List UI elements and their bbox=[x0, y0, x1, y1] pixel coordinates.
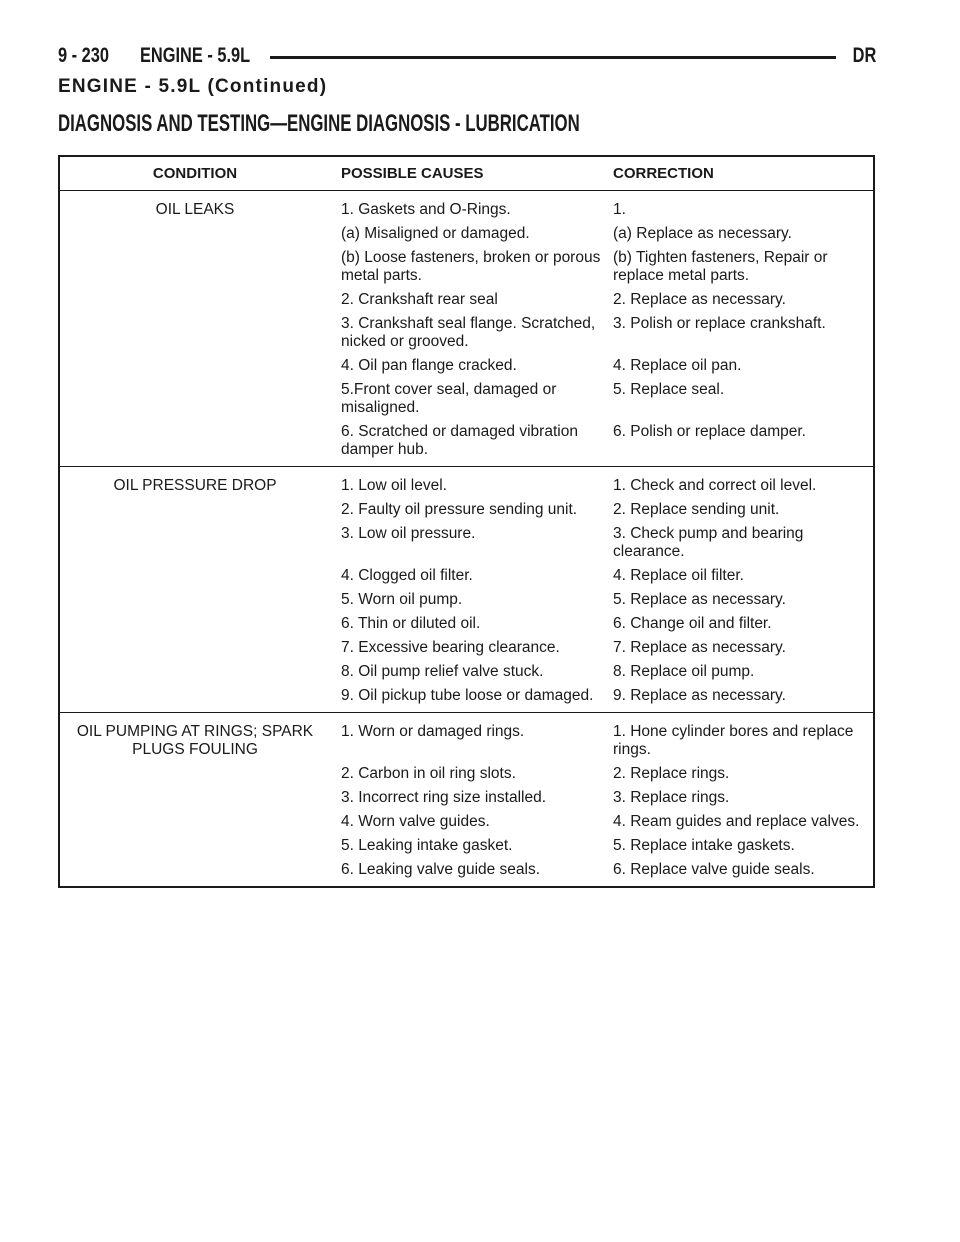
correction-cell: 4. Ream guides and replace valves. bbox=[613, 813, 860, 830]
table-row bbox=[330, 833, 873, 857]
table-row bbox=[330, 245, 873, 287]
cause-correction-list bbox=[330, 719, 873, 881]
table-row bbox=[330, 659, 873, 683]
correction-cell: 4. Replace oil pan. bbox=[613, 357, 742, 374]
possible-cause-cell: 3. Incorrect ring size installed. bbox=[341, 789, 547, 806]
table-row bbox=[330, 311, 873, 353]
possible-cause-cell: 3. Low oil pressure. bbox=[341, 525, 476, 542]
possible-cause-cell: 9. Oil pickup tube loose or damaged. bbox=[341, 687, 594, 704]
possible-cause-cell: 8. Oil pump relief valve stuck. bbox=[341, 663, 544, 680]
correction-cell: 6. Replace valve guide seals. bbox=[613, 861, 815, 878]
correction-cell: 5. Replace intake gaskets. bbox=[613, 837, 795, 854]
column-header-correction: CORRECTION bbox=[613, 165, 714, 182]
possible-cause-cell: 1. Gaskets and O-Rings. bbox=[341, 201, 511, 218]
correction-cell: 1. bbox=[613, 201, 626, 218]
possible-cause-cell: 6. Scratched or damaged vibration damper hub. bbox=[341, 423, 578, 458]
table-row bbox=[330, 419, 873, 461]
column-header-condition: CONDITION bbox=[152, 165, 238, 182]
table-row bbox=[330, 521, 873, 563]
table-row bbox=[330, 761, 873, 785]
correction-cell: 3. Check pump and bearing clearance. bbox=[613, 525, 804, 560]
possible-cause-cell: 6. Leaking valve guide seals. bbox=[341, 861, 541, 878]
possible-cause-cell: 7. Excessive bearing clearance. bbox=[341, 639, 560, 656]
correction-cell: 2. Replace rings. bbox=[613, 765, 730, 782]
table-row bbox=[330, 563, 873, 587]
table-row bbox=[330, 197, 873, 221]
cause-correction-list bbox=[330, 197, 873, 461]
table-row bbox=[330, 473, 873, 497]
header-section-title: ENGINE - 5.9L bbox=[140, 44, 251, 67]
possible-cause-cell: 5. Leaking intake gasket. bbox=[341, 837, 513, 854]
table-row bbox=[330, 785, 873, 809]
table-body bbox=[60, 191, 873, 886]
possible-cause-cell: 2. Carbon in oil ring slots. bbox=[341, 765, 516, 782]
possible-cause-cell: 3. Crankshaft seal flange. Scratched, nicked or grooved. bbox=[341, 315, 596, 350]
condition-cell: OIL LEAKS bbox=[155, 201, 235, 218]
correction-cell: (a) Replace as necessary. bbox=[613, 225, 792, 242]
correction-cell: (b) Tighten fasteners, Repair or replace metal parts. bbox=[613, 249, 828, 284]
table-row bbox=[330, 497, 873, 521]
possible-cause-cell: 6. Thin or diluted oil. bbox=[341, 615, 481, 632]
correction-cell: 5. Replace as necessary. bbox=[613, 591, 786, 608]
condition-cell: OIL PRESSURE DROP bbox=[113, 477, 277, 494]
table-row bbox=[330, 611, 873, 635]
table-row bbox=[330, 353, 873, 377]
possible-cause-cell: 1. Worn or damaged rings. bbox=[341, 723, 525, 740]
possible-cause-cell: 4. Worn valve guides. bbox=[341, 813, 490, 830]
possible-cause-cell: 2. Faulty oil pressure sending unit. bbox=[341, 501, 578, 518]
correction-cell: 3. Replace rings. bbox=[613, 789, 730, 806]
table-row bbox=[330, 377, 873, 419]
page-number: 9 - 230 bbox=[58, 44, 110, 67]
possible-cause-cell: 4. Oil pan flange cracked. bbox=[341, 357, 517, 374]
condition-cell: OIL PUMPING AT RINGS; SPARK PLUGS FOULING bbox=[76, 723, 314, 758]
table-row bbox=[330, 587, 873, 611]
correction-cell: 5. Replace seal. bbox=[613, 381, 725, 398]
table-row bbox=[330, 635, 873, 659]
correction-cell: 6. Polish or replace damper. bbox=[613, 423, 806, 440]
correction-cell: 4. Replace oil filter. bbox=[613, 567, 744, 584]
table-row bbox=[330, 683, 873, 707]
correction-cell: 2. Replace as necessary. bbox=[613, 291, 786, 308]
diagnosis-table bbox=[58, 155, 875, 888]
possible-cause-cell: (b) Loose fasteners, broken or porous metal parts. bbox=[341, 249, 601, 284]
condition-group bbox=[60, 467, 873, 713]
correction-cell: 1. Hone cylinder bores and replace rings. bbox=[613, 723, 854, 758]
header-model-code: DR bbox=[852, 44, 876, 67]
possible-cause-cell: 5.Front cover seal, damaged or misaligned. bbox=[341, 381, 557, 416]
column-header-possible-causes: POSSIBLE CAUSES bbox=[341, 165, 484, 182]
correction-cell: 3. Polish or replace crankshaft. bbox=[613, 315, 826, 332]
section-title: DIAGNOSIS AND TESTING—ENGINE DIAGNOSIS - LUBRICATION bbox=[58, 110, 580, 137]
possible-cause-cell: 5. Worn oil pump. bbox=[341, 591, 463, 608]
correction-cell: 9. Replace as necessary. bbox=[613, 687, 786, 704]
table-row bbox=[330, 221, 873, 245]
condition-group bbox=[60, 713, 873, 886]
possible-cause-cell: 4. Clogged oil filter. bbox=[341, 567, 473, 584]
correction-cell: 2. Replace sending unit. bbox=[613, 501, 780, 518]
table-row bbox=[330, 719, 873, 761]
table-row bbox=[330, 857, 873, 881]
page-header bbox=[58, 42, 876, 70]
table-row bbox=[330, 809, 873, 833]
table-row bbox=[330, 287, 873, 311]
correction-cell: 7. Replace as necessary. bbox=[613, 639, 786, 656]
possible-cause-cell: 1. Low oil level. bbox=[341, 477, 447, 494]
correction-cell: 6. Change oil and filter. bbox=[613, 615, 772, 632]
correction-cell: 1. Check and correct oil level. bbox=[613, 477, 817, 494]
header-rule bbox=[270, 56, 836, 59]
possible-cause-cell: (a) Misaligned or damaged. bbox=[341, 225, 530, 242]
possible-cause-cell: 2. Crankshaft rear seal bbox=[341, 291, 498, 308]
continued-label: ENGINE - 5.9L (Continued) bbox=[58, 76, 328, 97]
cause-correction-list bbox=[330, 473, 873, 707]
condition-group bbox=[60, 191, 873, 467]
table-header bbox=[60, 157, 873, 191]
correction-cell: 8. Replace oil pump. bbox=[613, 663, 755, 680]
